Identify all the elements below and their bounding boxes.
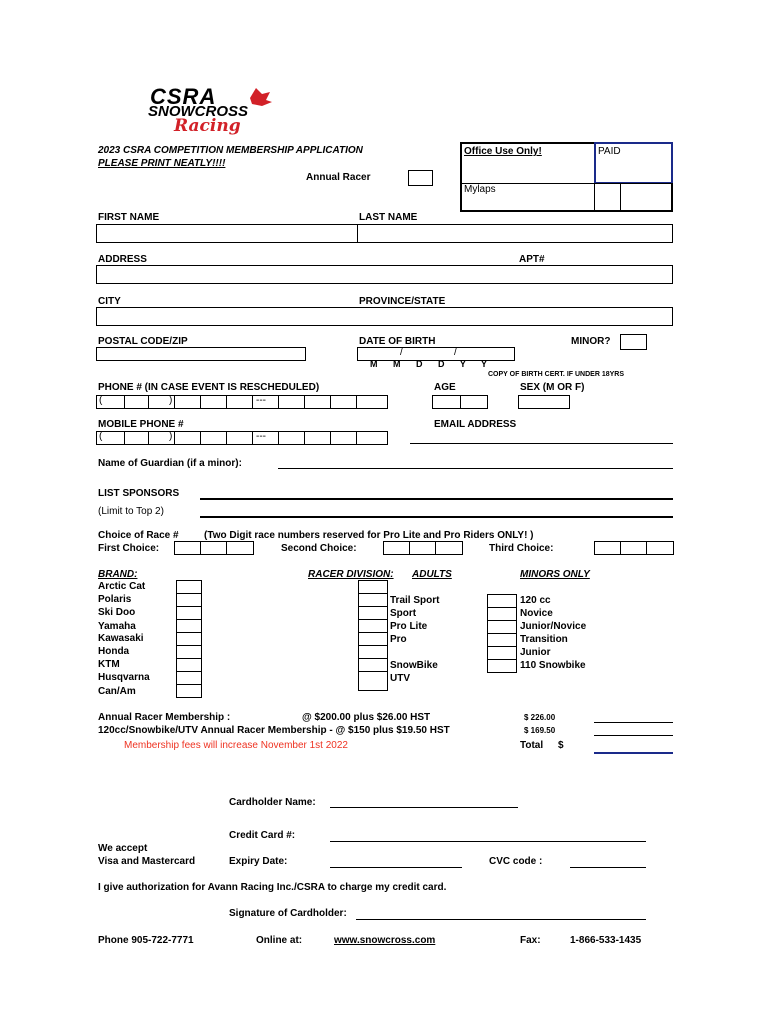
brand-title: BRAND: bbox=[98, 569, 138, 580]
email-label: EMAIL ADDRESS bbox=[434, 419, 517, 430]
credit-card-line[interactable] bbox=[330, 841, 646, 842]
division-item: Pro bbox=[390, 634, 407, 645]
postal-input[interactable] bbox=[96, 347, 306, 361]
first-name-input[interactable] bbox=[96, 224, 358, 243]
guardian-label: Name of Guardian (if a minor): bbox=[98, 458, 242, 469]
expiry-label: Expiry Date: bbox=[229, 856, 288, 867]
apt-label: APT# bbox=[519, 254, 545, 265]
footer-phone: Phone 905-722-7771 bbox=[98, 935, 194, 946]
sex-label: SEX (M OR F) bbox=[520, 382, 585, 393]
division-checkbox-column[interactable] bbox=[358, 580, 388, 691]
brand-item: Kawasaki bbox=[98, 633, 144, 644]
brand-item: KTM bbox=[98, 659, 120, 670]
email-line[interactable] bbox=[410, 443, 673, 444]
phone-grid[interactable] bbox=[96, 395, 388, 409]
address-label: ADDRESS bbox=[98, 254, 147, 265]
age-grid[interactable] bbox=[432, 395, 488, 409]
office-divider-v bbox=[594, 183, 595, 212]
logo bbox=[146, 86, 276, 138]
mobile-grid[interactable] bbox=[96, 431, 388, 445]
minors-checkbox-column[interactable] bbox=[487, 594, 517, 673]
cardholder-label: Cardholder Name: bbox=[229, 797, 316, 808]
sex-input[interactable] bbox=[518, 395, 570, 409]
division-item: SnowBike bbox=[390, 660, 438, 671]
footer-website-link[interactable]: www.snowcross.com bbox=[334, 935, 436, 946]
race-choice-note: (Two Digit race numbers reserved for Pro Lite and Pro Riders ONLY! ) bbox=[204, 530, 534, 541]
mobile-label: MOBILE PHONE # bbox=[98, 419, 184, 430]
dob-format: M M D D Y Y bbox=[370, 359, 488, 369]
fee-line-1-price: @ $200.00 plus $26.00 HST bbox=[302, 712, 431, 723]
minor-checkbox[interactable] bbox=[620, 334, 647, 350]
dob-sep-1: / bbox=[400, 347, 403, 358]
accept-line-1: We accept bbox=[98, 843, 148, 854]
second-choice-label: Second Choice: bbox=[281, 543, 357, 554]
last-name-input[interactable] bbox=[357, 224, 673, 243]
postal-label: POSTAL CODE/ZIP bbox=[98, 336, 188, 347]
division-item: UTV bbox=[390, 673, 410, 684]
sponsor-line-1[interactable] bbox=[200, 498, 673, 500]
office-divider-v2 bbox=[620, 183, 621, 212]
minors-item: 110 Snowbike bbox=[520, 660, 586, 671]
brand-item: Honda bbox=[98, 646, 130, 657]
form-subtitle: PLEASE PRINT NEATLY!!!! bbox=[98, 158, 226, 169]
fee-line-2-blank[interactable] bbox=[594, 735, 673, 736]
race-choice-label: Choice of Race # bbox=[98, 530, 179, 541]
third-choice-grid[interactable] bbox=[594, 541, 674, 555]
brand-item: Husqvarna bbox=[98, 672, 150, 683]
phone-label: PHONE # (IN CASE EVENT IS RESCHEDULED) bbox=[98, 382, 320, 393]
brand-item: Polaris bbox=[98, 594, 132, 605]
logo-racing: Racing bbox=[174, 116, 241, 136]
division-adults: ADULTS bbox=[412, 569, 452, 580]
logo-csra: CSRA bbox=[150, 84, 217, 109]
sponsors-limit: (Limit to Top 2) bbox=[98, 506, 164, 517]
brand-item: Arctic Cat bbox=[98, 581, 146, 592]
age-label: AGE bbox=[434, 382, 456, 393]
minors-item: Transition bbox=[520, 634, 568, 645]
logo-snowcross: SNOWCROSS bbox=[148, 103, 249, 120]
footer-online-label: Online at: bbox=[256, 935, 303, 946]
accept-line-2: Visa and Mastercard bbox=[98, 856, 196, 867]
office-mylaps-label: Mylaps bbox=[464, 184, 496, 195]
dob-sep-2: / bbox=[454, 347, 457, 358]
cvc-label: CVC code : bbox=[489, 856, 543, 867]
fee-increase-notice: Membership fees will increase November 1st 2022 bbox=[124, 740, 348, 751]
fee-line-1: Annual Racer Membership : bbox=[98, 712, 231, 723]
last-name-label: LAST NAME bbox=[359, 212, 418, 223]
second-choice-grid[interactable] bbox=[383, 541, 463, 555]
cardholder-line[interactable] bbox=[330, 807, 518, 808]
authorization-text: I give authorization for Avann Racing Inc./CSRA to charge my credit card. bbox=[98, 882, 447, 893]
footer-fax-number: 1-866-533-1435 bbox=[570, 935, 642, 946]
fee-line-2: 120cc/Snowbike/UTV Annual Racer Membership - @ $150 plus $19.50 HST bbox=[98, 725, 450, 736]
expiry-line[interactable] bbox=[330, 867, 462, 868]
annual-racer-label: Annual Racer bbox=[306, 172, 371, 183]
phone-paren-open: ( bbox=[99, 395, 103, 406]
first-name-label: FIRST NAME bbox=[98, 212, 160, 223]
brand-item: Can/Am bbox=[98, 686, 136, 697]
office-paid-label: PAID bbox=[598, 146, 621, 157]
phone-dash: --- bbox=[256, 395, 266, 406]
city-label: CITY bbox=[98, 296, 121, 307]
division-item: Pro Lite bbox=[390, 621, 428, 632]
city-province-input[interactable] bbox=[96, 307, 673, 326]
sponsors-label: LIST SPONSORS bbox=[98, 488, 180, 499]
minors-item: Novice bbox=[520, 608, 553, 619]
office-use-label: Office Use Only! bbox=[464, 146, 542, 157]
fee-total-symbol: $ bbox=[558, 740, 564, 751]
minors-item: 120 cc bbox=[520, 595, 551, 606]
minors-item: Junior bbox=[520, 647, 551, 658]
fee-total-blank[interactable] bbox=[594, 752, 673, 754]
minors-title: MINORS ONLY bbox=[520, 569, 590, 580]
division-item: Sport bbox=[390, 608, 417, 619]
credit-card-label: Credit Card #: bbox=[229, 830, 296, 841]
fee-line-2-total: $ 169.50 bbox=[524, 726, 556, 735]
footer-fax-label: Fax: bbox=[520, 935, 541, 946]
brand-item: Ski Doo bbox=[98, 607, 136, 618]
minors-item: Junior/Novice bbox=[520, 621, 587, 632]
cvc-line[interactable] bbox=[570, 867, 646, 868]
fee-total-label: Total bbox=[520, 740, 544, 751]
division-title: RACER DIVISION: bbox=[308, 569, 394, 580]
guardian-line[interactable] bbox=[278, 468, 673, 469]
mobile-dash: --- bbox=[256, 431, 266, 442]
annual-racer-checkbox[interactable] bbox=[408, 170, 433, 186]
first-choice-label: First Choice: bbox=[98, 543, 160, 554]
province-label: PROVINCE/STATE bbox=[359, 296, 446, 307]
minor-label: MINOR? bbox=[571, 336, 611, 347]
signature-label: Signature of Cardholder: bbox=[229, 908, 347, 919]
signature-line[interactable] bbox=[356, 919, 646, 920]
first-choice-grid[interactable] bbox=[174, 541, 254, 555]
brand-item: Yamaha bbox=[98, 621, 136, 632]
brand-checkbox-column[interactable] bbox=[176, 580, 202, 698]
mobile-paren-open: ( bbox=[99, 431, 103, 442]
sponsor-line-2[interactable] bbox=[200, 516, 673, 518]
mobile-paren-close: ) bbox=[169, 431, 173, 442]
third-choice-label: Third Choice: bbox=[489, 543, 554, 554]
phone-paren-close: ) bbox=[169, 395, 173, 406]
fee-line-1-total: $ 226.00 bbox=[524, 713, 556, 722]
dob-label: DATE OF BIRTH bbox=[359, 336, 436, 347]
division-item: Trail Sport bbox=[390, 595, 440, 606]
fee-line-1-blank[interactable] bbox=[594, 722, 673, 723]
address-input[interactable] bbox=[96, 265, 673, 284]
form-title: 2023 CSRA COMPETITION MEMBERSHIP APPLICATION bbox=[98, 145, 363, 156]
birth-cert-note: COPY OF BIRTH CERT. IF UNDER 18YRS bbox=[488, 371, 625, 378]
